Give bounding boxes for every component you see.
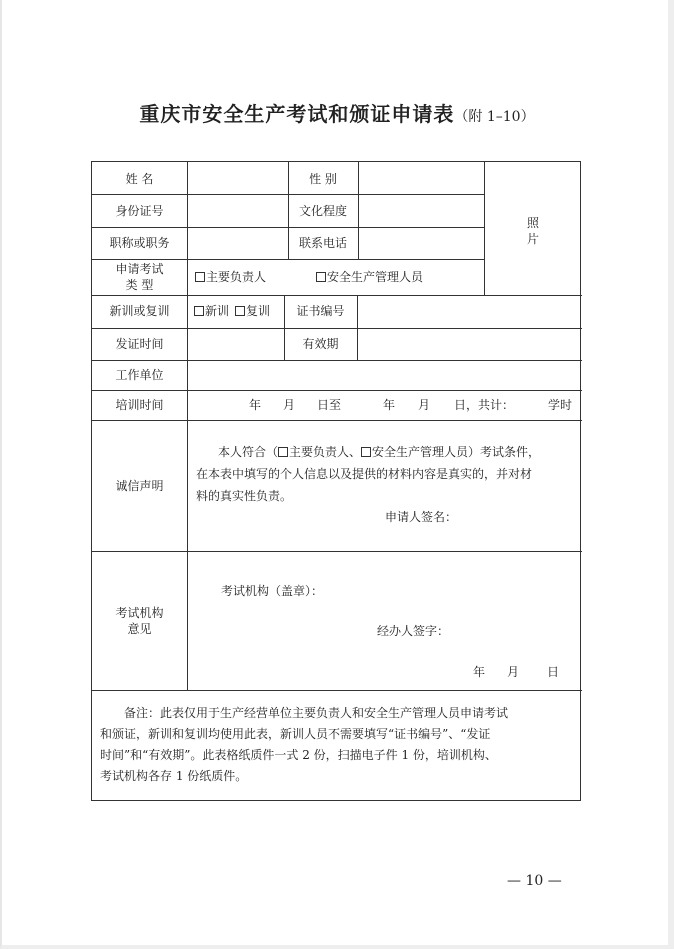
principal-checkbox[interactable] <box>195 272 205 282</box>
row-line <box>92 551 582 552</box>
training-hours: 学时 <box>548 398 573 412</box>
name-label: 姓 名 <box>125 172 154 186</box>
issue-time-label: 发证时间 <box>115 337 164 351</box>
integrity-label: 诚信声明 <box>115 479 164 493</box>
training-month-2: 月 <box>418 398 431 412</box>
photo-label-2: 片 <box>526 232 539 246</box>
training-year: 年 <box>249 398 262 412</box>
name-field[interactable] <box>188 163 288 194</box>
applicant-signature-label: 申请人签名： <box>385 510 458 524</box>
declaration-line-2: 在本表中填写的个人信息以及提供的材料内容是真实的，并对材 <box>196 467 533 481</box>
declaration-text <box>196 441 576 507</box>
retraining-option-label: 复训 <box>246 304 271 318</box>
title-main: 重庆市安全生产考试和颁证申请表 <box>139 102 455 126</box>
option-new-training[interactable] <box>194 303 229 319</box>
page-number: — 10 — <box>507 873 562 889</box>
option-retraining[interactable] <box>235 303 270 319</box>
handler-signature-label: 经办人签字： <box>377 624 450 638</box>
training-day-to: 日至 <box>317 398 342 412</box>
title-position-field[interactable] <box>188 228 288 259</box>
new-training-option-label: 新训 <box>205 304 230 318</box>
title-position-label: 职称或职务 <box>109 236 170 250</box>
phone-label: 联系电话 <box>298 236 347 250</box>
remarks-line-3: 时间”和“有效期”。此表格纸质件一式 2 份，扫描电子件 1 份，培训机构、 <box>100 748 497 762</box>
remarks-line-2: 和颁证，新训和复训均使用此表，新训人员不需要填写“证书编号”、“发证 <box>100 727 491 741</box>
cert-number-label: 证书编号 <box>296 304 345 318</box>
option-safety-manager[interactable] <box>316 269 423 285</box>
training-time-label: 培训时间 <box>115 398 164 412</box>
training-year-2: 年 <box>383 398 396 412</box>
exam-org-label-2: 意见 <box>127 622 152 636</box>
cert-number-field[interactable] <box>358 296 582 328</box>
validity-field[interactable] <box>358 329 582 360</box>
row-line <box>92 690 582 691</box>
exam-org-stamp-label: 考试机构（盖章）： <box>221 584 324 598</box>
gender-label: 性 别 <box>309 172 337 186</box>
opinion-day: 日 <box>547 665 560 679</box>
row-line <box>92 390 582 391</box>
safety-manager-checkbox[interactable] <box>316 272 326 282</box>
retraining-checkbox[interactable] <box>235 306 245 316</box>
id-number-label: 身份证号 <box>115 204 164 218</box>
education-field[interactable] <box>359 195 484 227</box>
option-principal[interactable] <box>195 269 266 285</box>
remarks-line-1: 备注：此表仅用于生产经营单位主要负责人和安全生产管理人员申请考试 <box>124 706 509 720</box>
exam-type-label-2: 类 型 <box>125 278 154 292</box>
gender-field[interactable] <box>359 163 484 194</box>
exam-org-label-1: 考试机构 <box>115 606 164 620</box>
title-appendix-note: （附 1–10） <box>454 109 535 125</box>
remarks-line-4: 考试机构各存 1 份纸质件。 <box>100 769 248 783</box>
id-number-field[interactable] <box>188 195 288 227</box>
photo-label-1: 照 <box>526 216 539 230</box>
validity-label: 有效期 <box>302 337 339 351</box>
declaration-line-3: 料的真实性负责。 <box>196 489 293 503</box>
safety-manager-option-label: 安全生产管理人员 <box>327 270 424 284</box>
opinion-year: 年 <box>473 665 486 679</box>
opinion-month: 月 <box>507 665 520 679</box>
exam-type-label-1: 申请考试 <box>115 262 164 276</box>
training-day-total: 日，共计： <box>454 398 515 412</box>
workplace-label: 工作单位 <box>115 368 164 382</box>
declaration-safety-manager-checkbox[interactable] <box>361 447 371 457</box>
new-training-checkbox[interactable] <box>194 306 204 316</box>
remarks-text <box>100 703 576 787</box>
application-form-table <box>91 161 581 801</box>
issue-time-field[interactable] <box>188 329 284 360</box>
phone-field[interactable] <box>359 228 484 259</box>
training-month: 月 <box>283 398 296 412</box>
applicant-signature-field[interactable] <box>458 505 568 527</box>
principal-option-label: 主要负责人 <box>206 270 267 284</box>
declaration-line-1: 本人符合（ 主要负责人、 安全生产管理人员）考试条件， <box>218 445 541 459</box>
declaration-principal-checkbox[interactable] <box>278 447 288 457</box>
handler-signature-field[interactable] <box>449 619 569 641</box>
education-label: 文化程度 <box>298 204 347 218</box>
workplace-field[interactable] <box>188 361 582 390</box>
document-title <box>0 98 674 127</box>
new-or-retrain-label: 新训或复训 <box>109 304 170 318</box>
row-line <box>92 420 582 421</box>
row-line <box>92 259 484 260</box>
